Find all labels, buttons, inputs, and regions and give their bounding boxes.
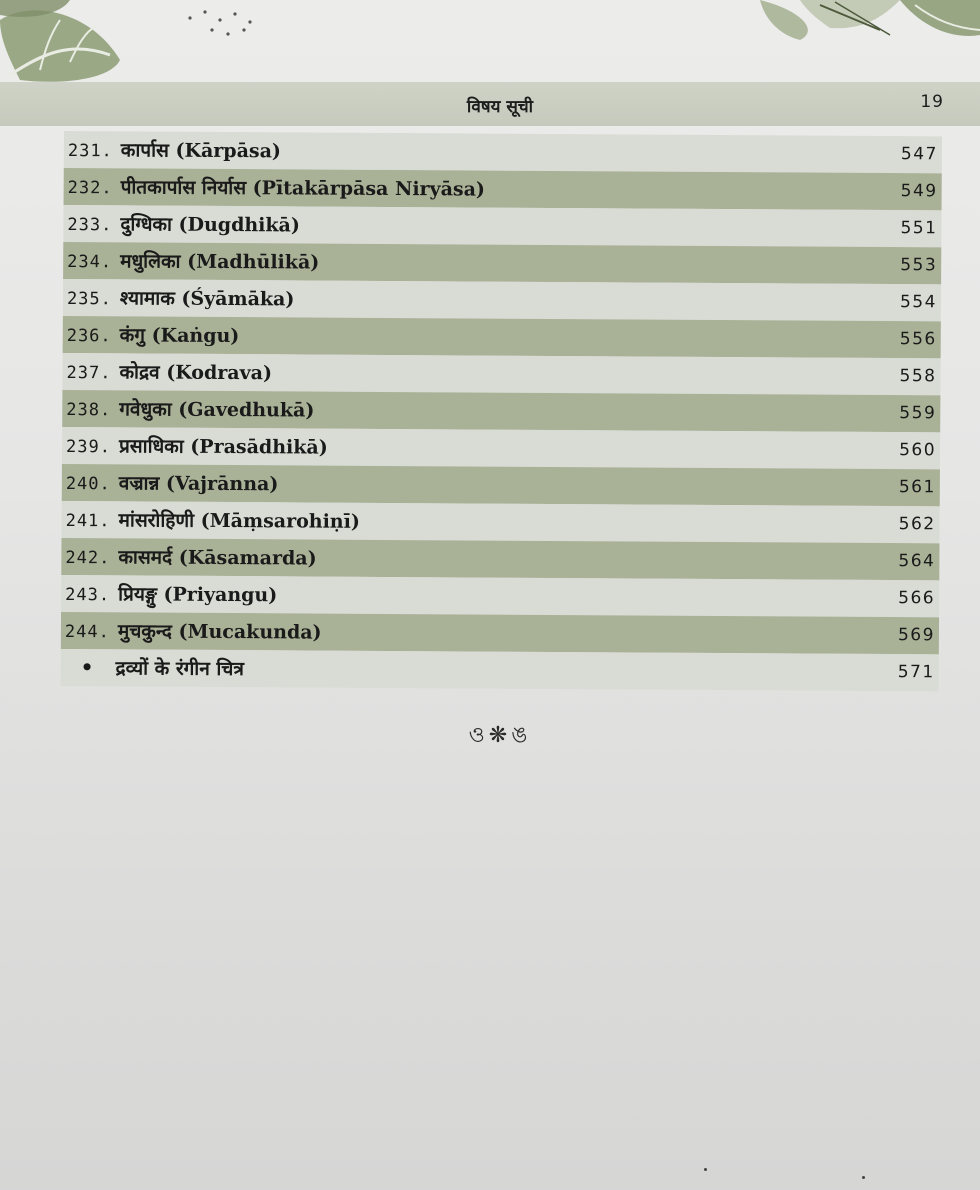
toc-entry-label [65, 654, 244, 681]
toc-entry-label [66, 506, 360, 534]
toc-entry-page: 564 [898, 551, 936, 572]
toc-entry-number: 236. [66, 326, 112, 347]
toc-entry-label [67, 284, 295, 311]
toc-entry-number: 241. [65, 511, 111, 532]
toc-row [61, 575, 939, 617]
toc-entry-page: 558 [899, 366, 937, 387]
toc-row [61, 612, 939, 654]
toc-entry-page: 554 [899, 292, 938, 313]
toc-row [62, 353, 940, 395]
toc-entry-page: 547 [900, 144, 938, 165]
toc-entry-title: कंगु (Kaṅgu) [119, 324, 240, 348]
toc-entry-page: 571 [897, 662, 935, 683]
toc-entry-page: 553 [900, 255, 938, 276]
bullet-icon: • [80, 655, 94, 680]
toc-row [62, 390, 940, 432]
header-page-number: 19 [920, 92, 944, 112]
toc-row [63, 279, 941, 321]
toc-entry-number: 233. [67, 215, 113, 236]
toc-entry-title: द्रव्यों के रंगीन चित्र [115, 657, 244, 681]
toc-entry-title: कोद्रव (Kodrava) [119, 361, 273, 385]
toc-entry-number: 238. [66, 400, 112, 421]
toc-entry-page: 549 [900, 181, 938, 202]
toc-row [63, 242, 941, 284]
toc-entry-number: 243. [65, 585, 111, 606]
toc-entry-title: मांसरोहिणी (Māṃsarohiṇī) [118, 509, 360, 534]
toc-entry-label [67, 321, 240, 348]
toc-entry-page: 560 [899, 440, 937, 461]
toc-entry-number: 235. [66, 289, 112, 310]
toc-entry-title: श्यामाक (Śyāmāka) [119, 287, 295, 311]
toc-entry-label [68, 136, 281, 163]
toc-entry-label [67, 247, 319, 275]
toc-entry-title: प्रियङ्गु (Priyangu) [118, 583, 278, 607]
toc-row [62, 501, 940, 543]
toc-entry-title: वज्रान्न (Vajrānna) [118, 472, 279, 496]
paper-speck [862, 1176, 865, 1179]
toc-entry-title: दुग्धिका (Dugdhikā) [120, 213, 300, 237]
toc-entry-page: 551 [900, 218, 938, 239]
toc-entry-number: 242. [65, 548, 111, 569]
toc-entry-title: मधुलिका (Madhūlikā) [120, 250, 320, 274]
toc-entry-number: 237. [66, 363, 112, 384]
toc-row [63, 316, 941, 358]
toc-row [62, 427, 940, 469]
toc-entry-label [65, 543, 316, 571]
leaf-left-icon [0, 0, 120, 82]
toc-row [64, 131, 942, 173]
toc-entry-number: 232. [67, 178, 113, 199]
toc-row [62, 464, 940, 506]
toc-entry-page: 556 [899, 329, 937, 350]
toc-entry-number: 244. [64, 622, 110, 643]
toc-entry-title: गवेधुका (Gavedhukā) [119, 398, 315, 422]
toc-entry-label [66, 432, 328, 460]
toc-entry-label [65, 580, 277, 607]
toc-entry-label [65, 617, 322, 645]
toc-entry-title: पीतकार्पास निर्यास (Pītakārpāsa Niryāsa) [120, 176, 485, 201]
leaf-right-icon [760, 0, 980, 40]
dots-decoration [188, 10, 251, 35]
toc-row-final [61, 649, 939, 691]
toc-entry-title: कार्पास (Kārpāsa) [120, 139, 282, 163]
toc-entry-page: 566 [898, 588, 936, 609]
toc-entry-number: 231. [67, 141, 113, 162]
toc-entry-label [66, 395, 314, 423]
toc-row [61, 538, 939, 580]
toc-entry-title: प्रसाधिका (Prasādhikā) [118, 435, 328, 459]
toc-entry-title: मुचकुन्द (Mucakunda) [117, 620, 322, 644]
toc-entry-number: 240. [65, 474, 111, 495]
page-title: विषय सूची [466, 97, 534, 117]
toc-entry-title: कासमर्द (Kāsamarda) [118, 546, 317, 570]
toc-entry-page: 561 [898, 477, 936, 498]
decorative-leaves [0, 0, 980, 90]
toc-entry-number: 239. [66, 437, 112, 458]
toc-entry-page: 569 [897, 625, 935, 646]
toc-entry-label [68, 173, 485, 202]
toc-row [64, 168, 942, 210]
paper-speck [704, 1168, 707, 1171]
toc-row [63, 205, 941, 247]
toc-entry-label [66, 469, 279, 496]
toc-entry-label [67, 210, 300, 237]
end-ornament: ও❋ঙ [468, 723, 532, 748]
toc-entry-page: 559 [899, 403, 937, 424]
toc-entry-number: 234. [67, 252, 113, 273]
table-of-contents [61, 131, 942, 691]
toc-entry-page: 562 [898, 514, 936, 535]
toc-entry-label [66, 358, 272, 385]
